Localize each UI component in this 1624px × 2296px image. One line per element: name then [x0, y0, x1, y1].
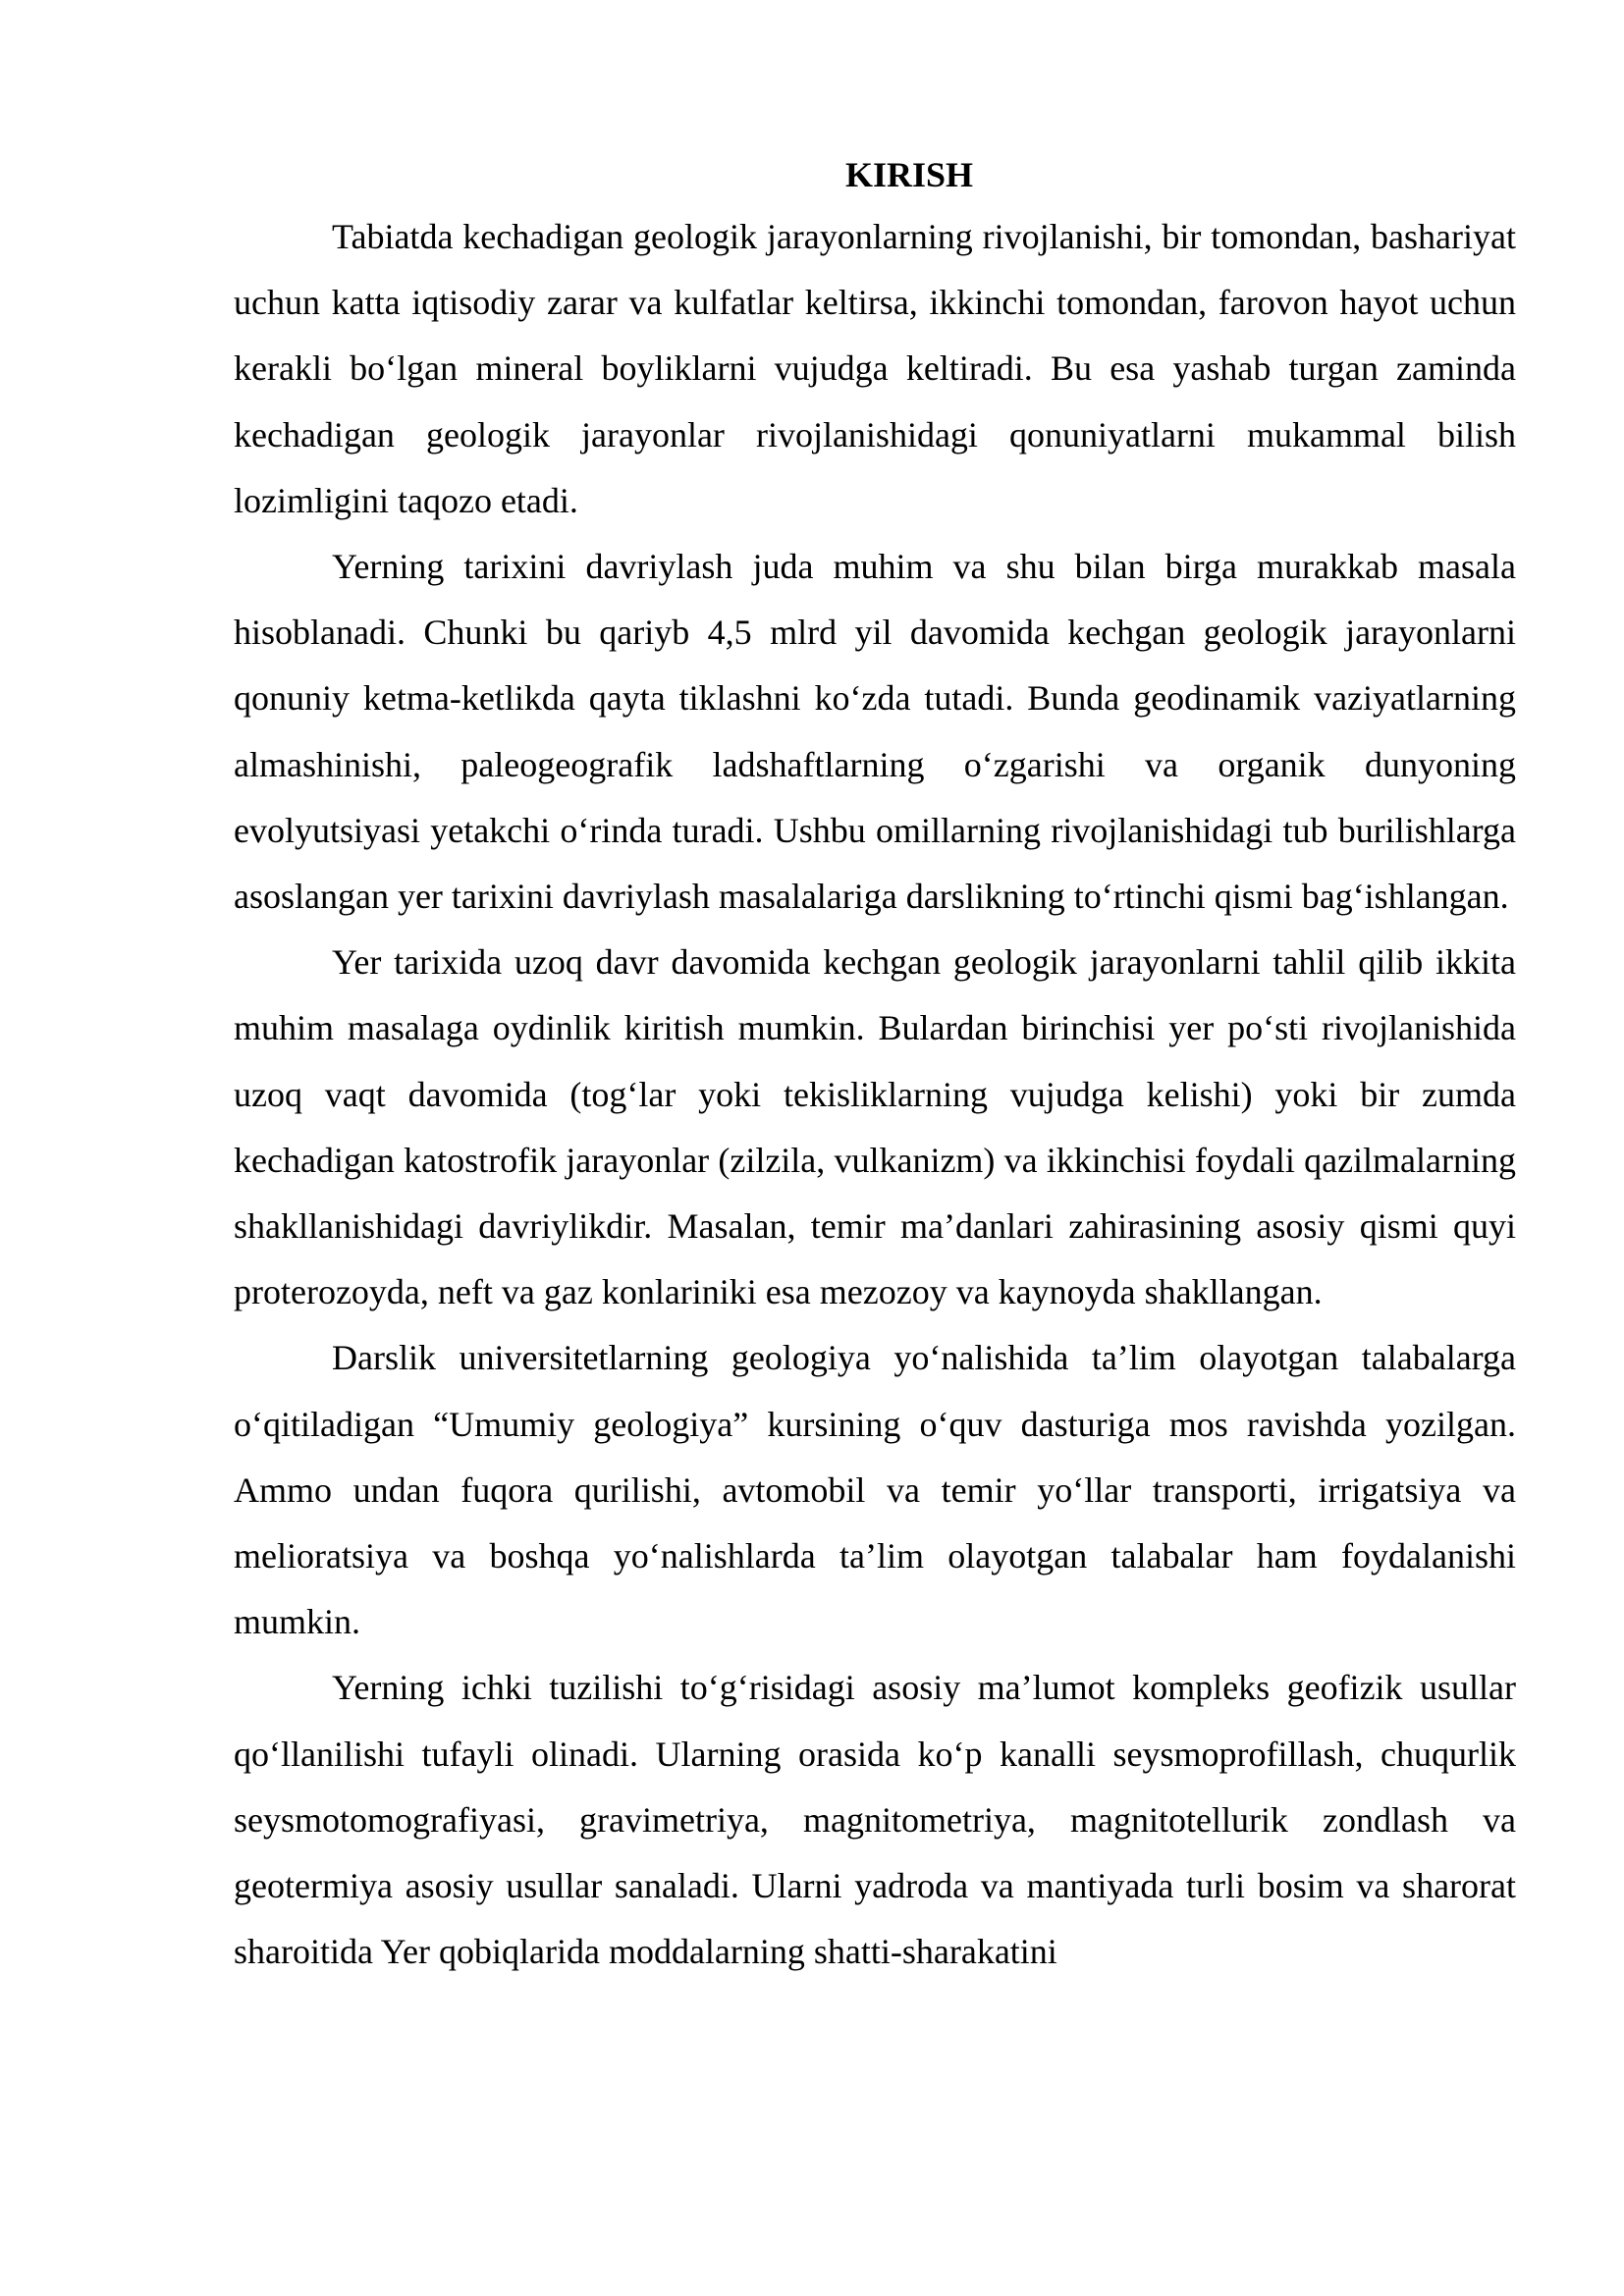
- paragraph-3: Yer tarixida uzoq davr davomida kechgan geologik jarayonlarni tahlil qilib ikkita muhim masalaga oydinlik kiritish mumkin. Bulardan birinchisi yer po‘sti rivojlanishida uzoq vaqt davomida (tog‘lar yoki tekisliklarning vujudga kelishi) yoki bir zumda kechadigan katostrofik jarayonlar (zilzila, vulkanizm) va ikkinchisi foydali qazilmalarning shakllanishidagi davriylikdir. Masalan, temir ma’danlari zahirasining asosiy qismi quyi proterozoyda, neft va gaz konlariniki esa mezozoy va kaynoyda shakllangan.: [234, 942, 1516, 1312]
- paragraph-4: Darslik universitetlarning geologiya yo‘nalishida ta’lim olayotgan talabalarga o‘qitiladigan “Umumiy geologiya” kursining o‘quv dasturiga mos ravishda yozilgan. Ammo undan fuqora qurilishi, avtomobil va temir yo‘llar transporti, irrigatsiya va melioratsiya va boshqa yo‘nalishlarda ta’lim olayotgan talabalar ham foydalanishi mumkin.: [234, 1338, 1516, 1642]
- paragraph-1: Tabiatda kechadigan geologik jarayonlarning rivojlanishi, bir tomondan, bashariyat uchun katta iqtisodiy zarar va kulfatlar keltirsa, ikkinchi tomondan, farovon hayot uchun kerakli bo‘lgan mineral boyliklarni vujudga keltiradi. Bu esa yashab turgan zaminda kechadigan geologik jarayonlar rivojlanishidagi qonuniyatlarni mukammal bilish lozimligini taqozo etadi.: [234, 217, 1516, 520]
- page-title: KIRISH: [844, 155, 974, 194]
- document-page: [234, 155, 1516, 1985]
- paragraph-5: Yerning ichki tuzilishi to‘g‘risidagi asosiy ma’lumot kompleks geofizik usullar qo‘llanilishi tufayli olinadi. Ularning orasida ko‘p kanalli seysmoprofillash, chuqurlik seysmotomografiyasi, gravimetriya, magnitometriya, magnitotellurik zondlash va geotermiya asosiy usullar sanaladi. Ularni yadroda va mantiyada turli bosim va sharorat sharoitida Yer qobiqlarida moddalarning shatti-sharakatini: [234, 1668, 1516, 1972]
- paragraph-2: Yerning tarixini davriylash juda muhim va shu bilan birga murakkab masala hisoblanadi. Chunki bu qariyb 4,5 mlrd yil davomida kechgan geologik jarayonlarni qonuniy ketma-ketlikda qayta tiklashni ko‘zda tutadi. Bunda geodinamik vaziyatlarning almashinishi, paleogeografik ladshaftlarning o‘zgarishi va organik dunyoning evolyutsiyasi yetakchi o‘rinda turadi. Ushbu omillarning rivojlanishidagi tub burilishlarga asoslangan yer tarixini davriylash masalalariga darslikning to‘rtinchi qismi bag‘ishlangan.: [234, 547, 1516, 917]
